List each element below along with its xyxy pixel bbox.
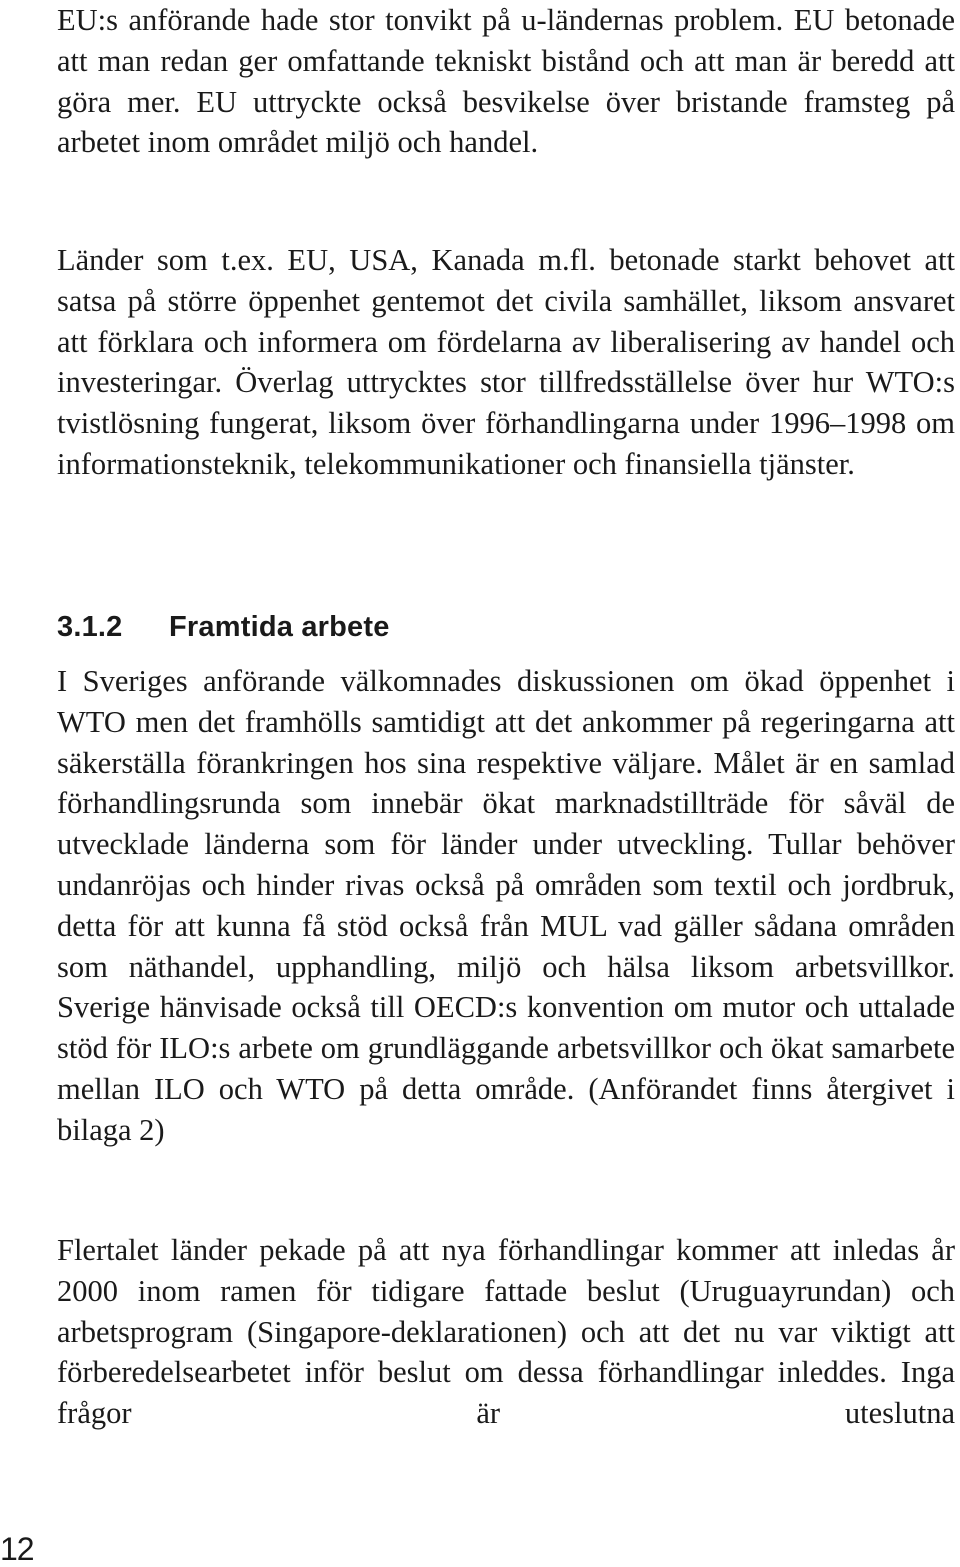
section-number: 3.1.2 xyxy=(57,611,123,643)
paragraph-eu-statement: EU:s anförande hade stor tonvikt på u-ländernas problem. EU betonade att man redan ger omfattande tekniskt bistånd och att man är beredd att göra mer. EU uttryckte också besvikelse över bristande framsteg på arbetet inom området miljö och handel. xyxy=(57,3,955,160)
paragraph-countries-openness: Länder som t.ex. EU, USA, Kanada m.fl. betonade starkt behovet att satsa på större öppenhet gentemot det civila samhället, liksom ansvaret att förklara och informera om fördelarna av liberalisering av handel och investeringar. Överlag uttrycktes stor tillfredsställelse över hur WTO:s tvistlösning fungerat, liksom över förhandlingarna under 1996–1998 om informationsteknik, telekommunikationer och finansiella tjänster. xyxy=(57,243,955,481)
page-number: 12 xyxy=(0,1531,34,1567)
section-title: Framtida arbete xyxy=(169,611,390,643)
paragraph-future-negotiations: Flertalet länder pekade på att nya förhandlingar kommer att inledas år 2000 inom ramen för tidigare fattade beslut (Uruguayrundan) och arbetsprogram (Singapore-deklarationen) och att det nu var viktigt att förberedelsearbetet inför beslut om dessa förhandlingar inleddes. Inga frågor är uteslutna xyxy=(57,1233,955,1431)
paragraph-sweden-statement: I Sveriges anförande välkomnades diskussionen om ökad öppenhet i WTO men det framhölls samtidigt att det ankommer på regeringarna att säkerställa förankringen hos sina respektive väljare. Målet är en samlad förhandlingsrunda som innebär ökat marknadstillträde för såväl de utvecklade länderna som för länder under utveckling. Tullar behöver undanröjas och hinder rivas också på områden som textil och jordbruk, detta för att kunna få stöd också från MUL vad gäller sådana områden som näthandel, upphandling, miljö och hälsa liksom arbetsvillkor. Sverige hänvisade också till OECD:s konvention om mutor och uttalade stöd för ILO:s arbete om grundläggande arbetsvillkor och ökat samarbete mellan ILO och WTO på detta område. (Anförandet finns återgivet i bilaga 2) xyxy=(57,664,955,1147)
section-heading xyxy=(57,607,390,647)
